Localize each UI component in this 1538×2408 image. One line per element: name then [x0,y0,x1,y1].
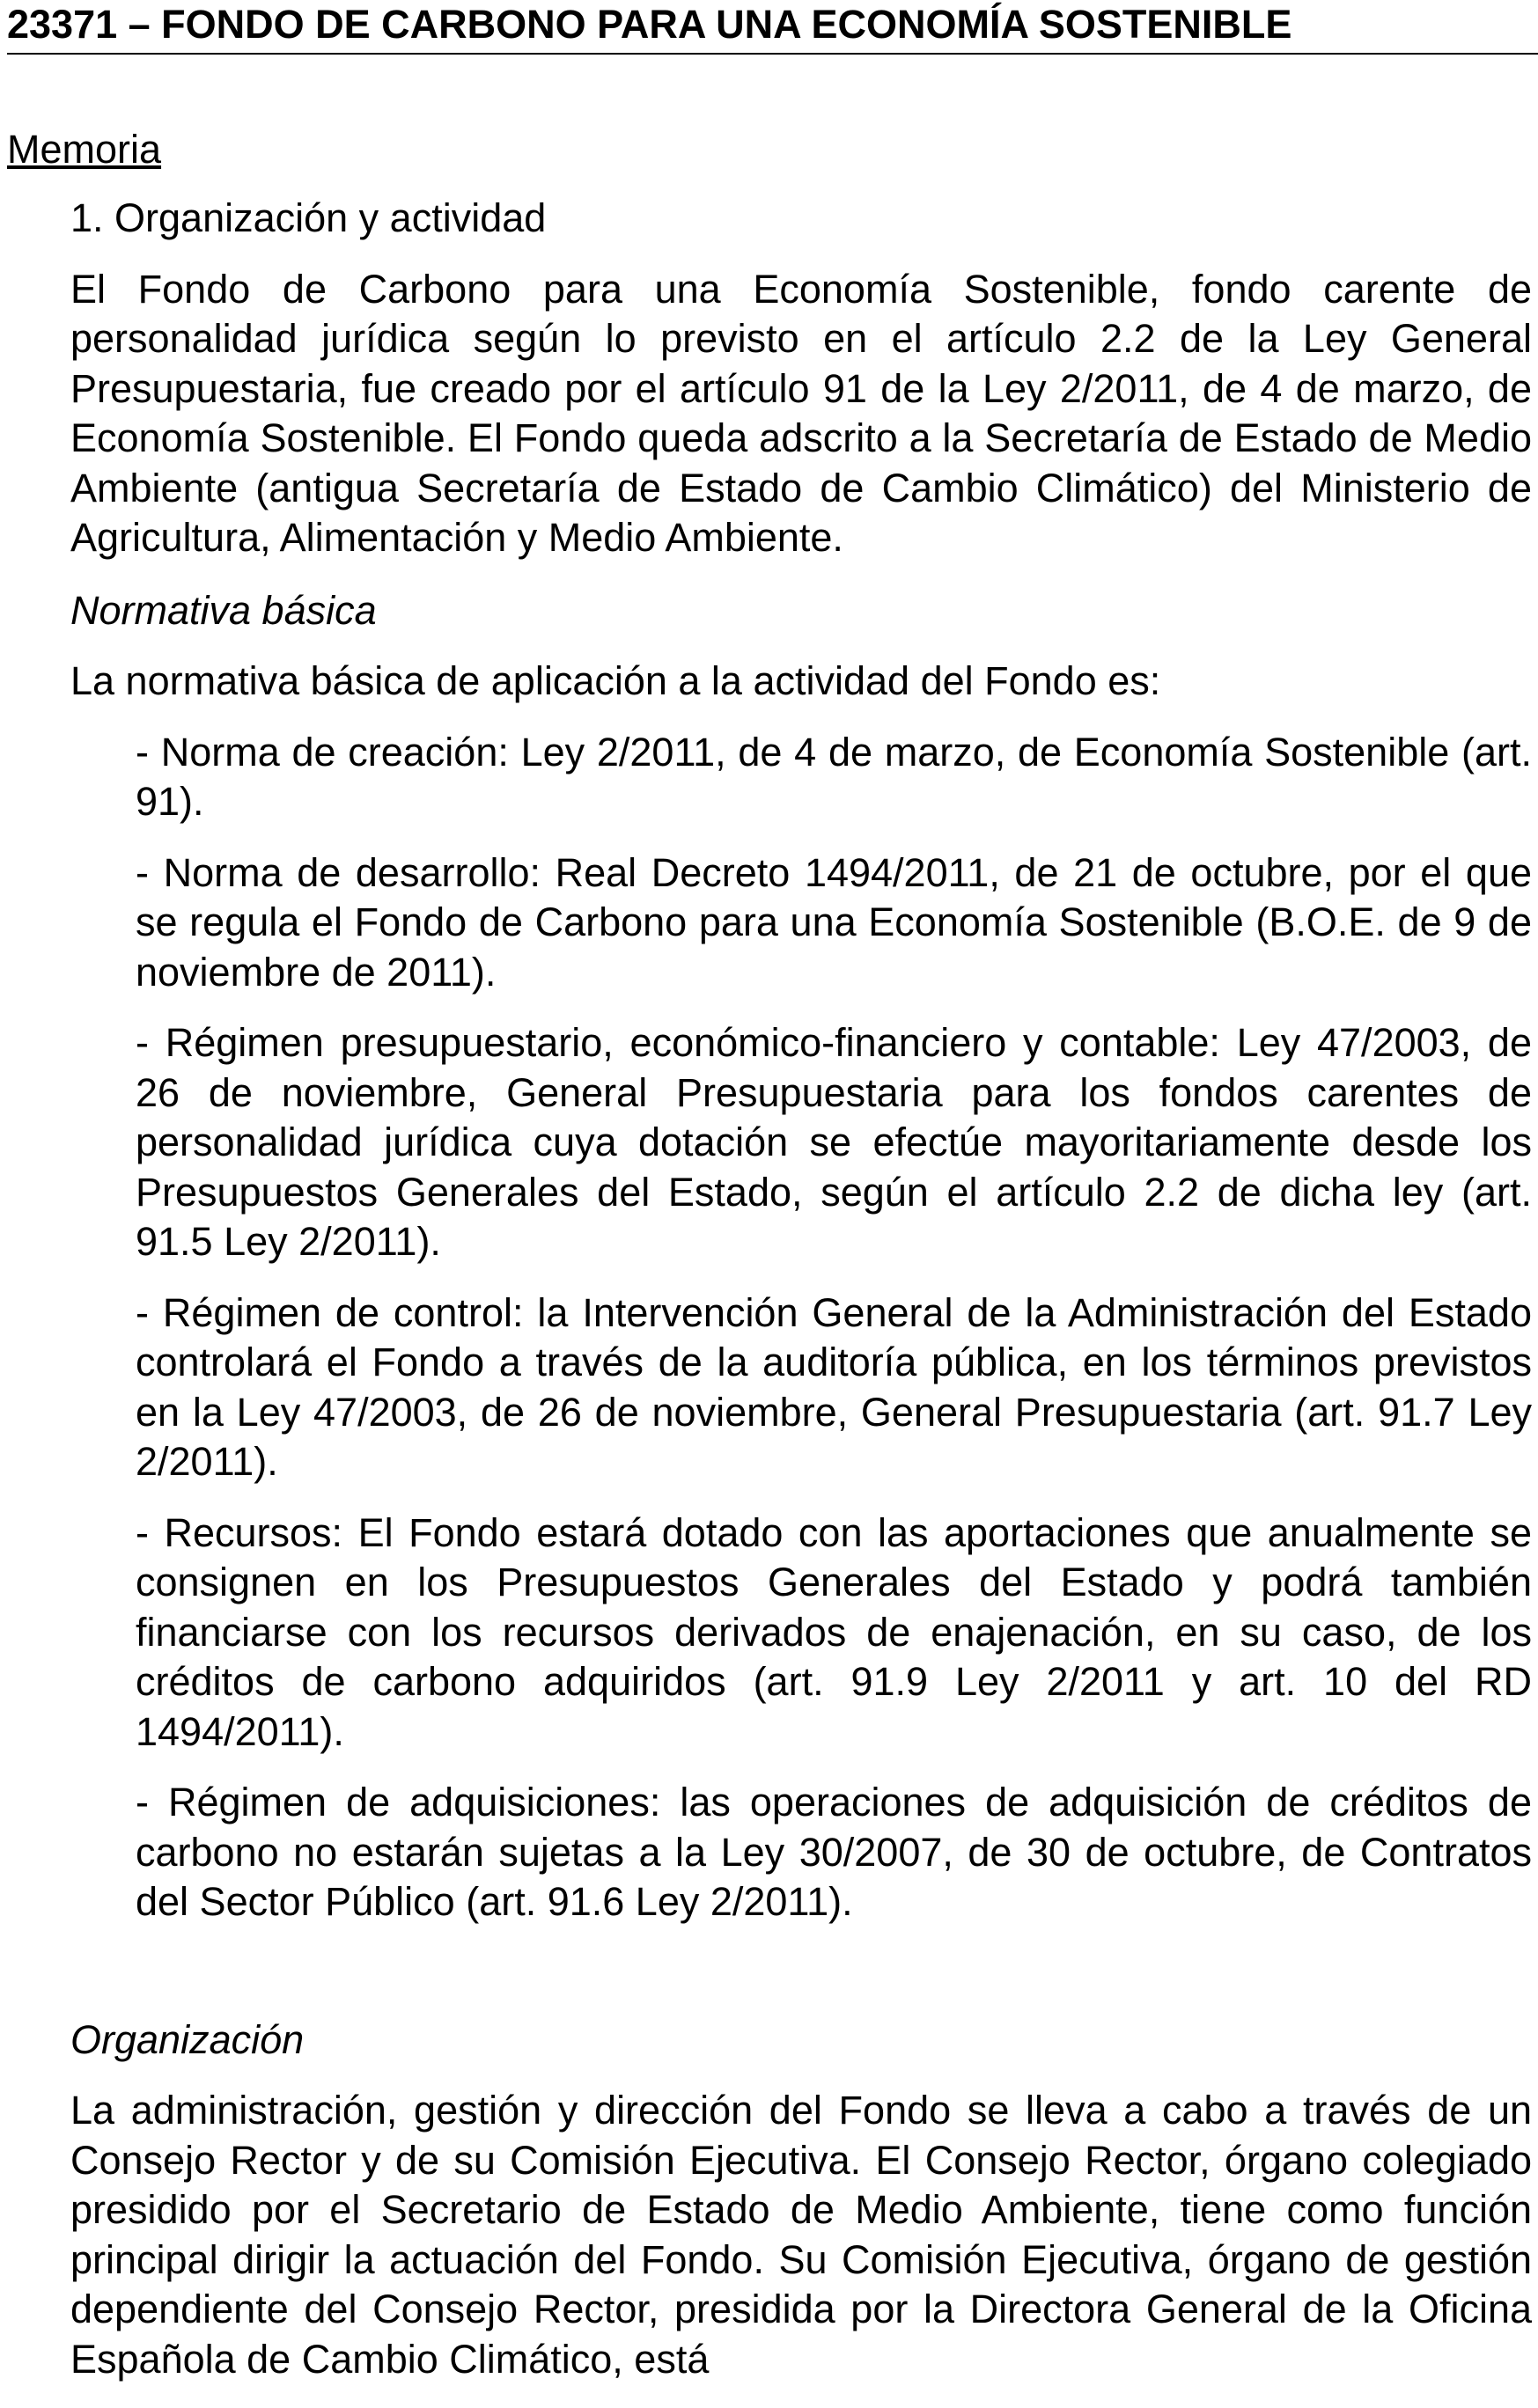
organizacion-paragraph: La administración, gestión y dirección del Fondo se lleva a cabo a través de un Consejo Rector y de su Comisión Ejecutiva. El Consejo Rector, órgano colegiado presidido por el Secretario de Estado de Medio Ambiente, tiene como función principal dirigir la actuación del Fondo. Su Comisión Ejecutiva, órgano de gestión dependiente del Consejo Rector, presidida por la Directora General de la Oficina Española de Cambio Climático, está [70,2088,1532,2382]
section-heading-organizacion-actividad: 1. Organización y actividad [70,195,547,240]
normativa-intro: La normativa básica de aplicación a la actividad del Fondo es: [70,658,1161,703]
list-item-regimen-adquisiciones: - Régimen de adquisiciones: las operaciones de adquisición de créditos de carbono no estarán sujetas a la Ley 30/2007, de 30 de octubre, de Contratos del Sector Público (art. 91.6 Ley 2/2011). [136,1780,1532,1924]
document-body [70,194,1532,2405]
document-header [7,0,1538,55]
normativa-list [136,728,1532,1927]
section-label-memoria: Memoria [7,127,162,172]
list-item-regimen-presupuestario: - Régimen presupuestario, económico-financiero y contable: Ley 47/2003, de 26 de noviembre, General Presupuestaria para los fondos carentes de personalidad jurídica cuya dotación se efectúe mayoritariamente desde los Presupuestos Generales del Estado, según el artículo 2.2 de dicha ley (art. 91.5 Ley 2/2011). [136,1020,1532,1264]
subheading-normativa-basica: Normativa básica [70,587,377,633]
document-title: 23371 – FONDO DE CARBONO PARA UNA ECONOMÍA SOSTENIBLE [7,2,1292,47]
list-item-norma-creacion: - Norma de creación: Ley 2/2011, de 4 de marzo, de Economía Sostenible (art. 91). [136,729,1532,824]
list-item-norma-desarrollo: - Norma de desarrollo: Real Decreto 1494/2011, de 21 de octubre, por el que se regula el Fondo de Carbono para una Economía Sostenible (B.O.E. de 9 de noviembre de 2011). [136,849,1532,995]
list-item-regimen-control: - Régimen de control: la Intervención General de la Administración del Estado controlará el Fondo a través de la auditoría pública, en los términos previstos en la Ley 47/2003, de 26 de noviembre, General Presupuestaria (art. 91.7 Ley 2/2011). [136,1289,1532,1484]
intro-paragraph: El Fondo de Carbono para una Economía Sostenible, fondo carente de personalidad jurídica según lo previsto en el artículo 2.2 de la Ley General Presupuestaria, fue creado por el artículo 91 de la Ley 2/2011, de 4 de marzo, de Economía Sostenible. El Fondo queda adscrito a la Secretaría de Estado de Medio Ambiente (antigua Secretaría de Estado de Cambio Climático) del Ministerio de Agricultura, Alimentación y Medio Ambiente. [70,266,1532,560]
list-item-recursos: - Recursos: El Fondo estará dotado con las aportaciones que anualmente se consignen en los Presupuestos Generales del Estado y podrá también financiarse con los recursos derivados de enajenación, en su caso, de los créditos de carbono adquiridos (art. 91.9 Ley 2/2011 y art. 10 del RD 1494/2011). [136,1509,1532,1754]
subheading-organizacion: Organización [70,2016,305,2062]
